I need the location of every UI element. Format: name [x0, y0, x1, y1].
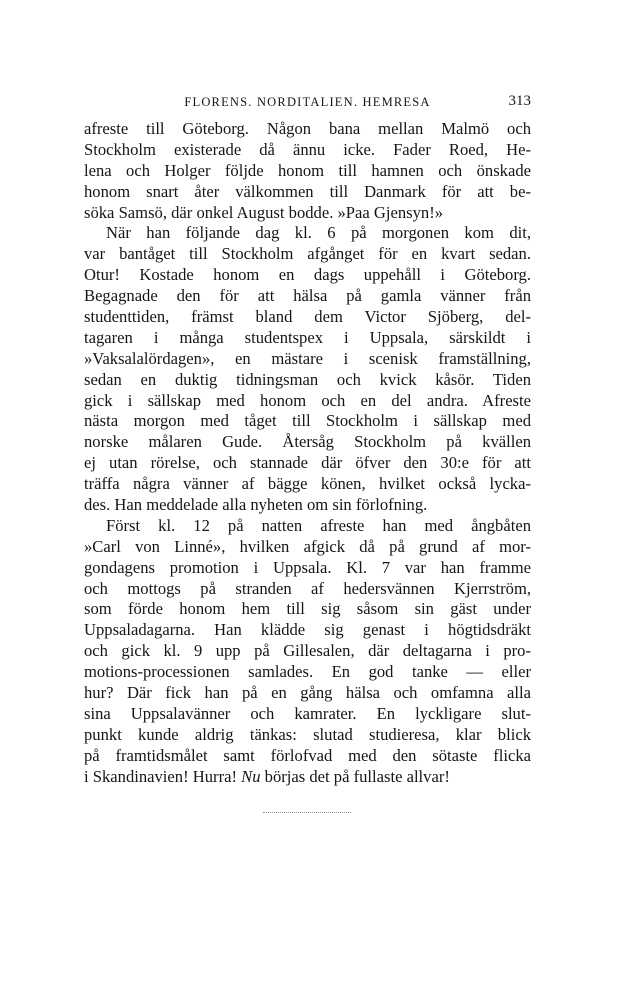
- text-line: gondagens promotion i Uppsala. Kl. 7 var han framme: [84, 557, 531, 577]
- text-line: nästa morgon med tåget till Stockholm i sällskap med: [84, 411, 531, 431]
- text-line: söka Samsö, där onkel August bodde. »Paa Gjensyn!»: [84, 202, 444, 222]
- text-line: punkt kunde aldrig tänkas: slutad studieresa, klar blick: [84, 724, 531, 744]
- end-rule: [263, 812, 351, 813]
- text-line: motions-processionen samlades. En god tanke — eller: [84, 662, 531, 682]
- text-line: i Skandinavien! Hurra! Nu börjas det på fullaste allvar!: [84, 766, 450, 786]
- text-line: och mottogs på stranden af hedersvännen Kjerrström,: [84, 578, 531, 598]
- text-line: Begagnade den för att hälsa på gamla vänner från: [84, 286, 531, 306]
- running-head: [84, 93, 531, 113]
- text-line: »Vaksalalördagen», en mästare i scenisk framställning,: [84, 348, 531, 368]
- text-line: lena och Holger följde honom till hamnen och önskade: [84, 160, 531, 180]
- text-line: När han följande dag kl. 6 på morgonen kom dit,: [106, 223, 531, 243]
- text-line: Uppsaladagarna. Han klädde sig genast i högtidsdräkt: [84, 620, 531, 640]
- text-line: studenttiden, främst bland dem Victor Sjöberg, del-: [84, 307, 531, 327]
- text-line: var bantåget till Stockholm afgånget för en kvart sedan.: [84, 244, 531, 264]
- text-line: sedan en duktig tidningsman och kvick kåsör. Tiden: [84, 369, 531, 389]
- text-line: träffa några vänner af bägge könen, hvilket också lycka-: [84, 474, 531, 494]
- text-line: på framtidsmålet samt förlofvad med den sötaste flicka: [84, 745, 531, 765]
- text-line: och gick kl. 9 upp på Gillesalen, där deltagarna i pro-: [84, 641, 531, 661]
- running-title: FLORENS. NORDITALIEN. HEMRESA: [184, 95, 431, 109]
- text-line: tagaren i många studentspex i Uppsala, särskildt i: [84, 327, 531, 347]
- text-line: des. Han meddelade alla nyheten om sin förlofning.: [84, 495, 428, 515]
- page-number: 313: [508, 93, 531, 109]
- text-line: sina Uppsalavänner och kamrater. En lyckligare slut-: [84, 703, 531, 723]
- text-line: Först kl. 12 på natten afreste han med ångbåten: [106, 515, 531, 535]
- text-line: gick i sällskap med honom och en del andra. Afreste: [84, 390, 531, 410]
- paragraph: [84, 223, 531, 515]
- text-line: hur? Där fick han på en gång hälsa och omfamna alla: [84, 683, 531, 703]
- text-line: afreste till Göteborg. Någon bana mellan Malmö och: [84, 119, 531, 138]
- text-line: Otur! Kostade honom en dags uppehåll i Göteborg.: [84, 265, 531, 285]
- paragraph: [84, 516, 531, 788]
- text-line: honom snart åter välkommen till Danmark för att be-: [84, 181, 531, 201]
- text-line: »Carl von Linné», hvilken afgick då på grund af mor-: [84, 536, 531, 556]
- text-line: Stockholm existerade då ännu icke. Fader Roed, He-: [84, 139, 531, 159]
- body-text: [84, 119, 531, 788]
- paragraph: [84, 119, 531, 223]
- text-line: norske målaren Gude. Återsåg Stockholm på kvällen: [84, 432, 531, 452]
- text-line: ej utan rörelse, och stannade där öfver den 30:e för att: [84, 453, 531, 473]
- text-line: som förde honom hem till sig såsom sin gäst under: [84, 599, 531, 619]
